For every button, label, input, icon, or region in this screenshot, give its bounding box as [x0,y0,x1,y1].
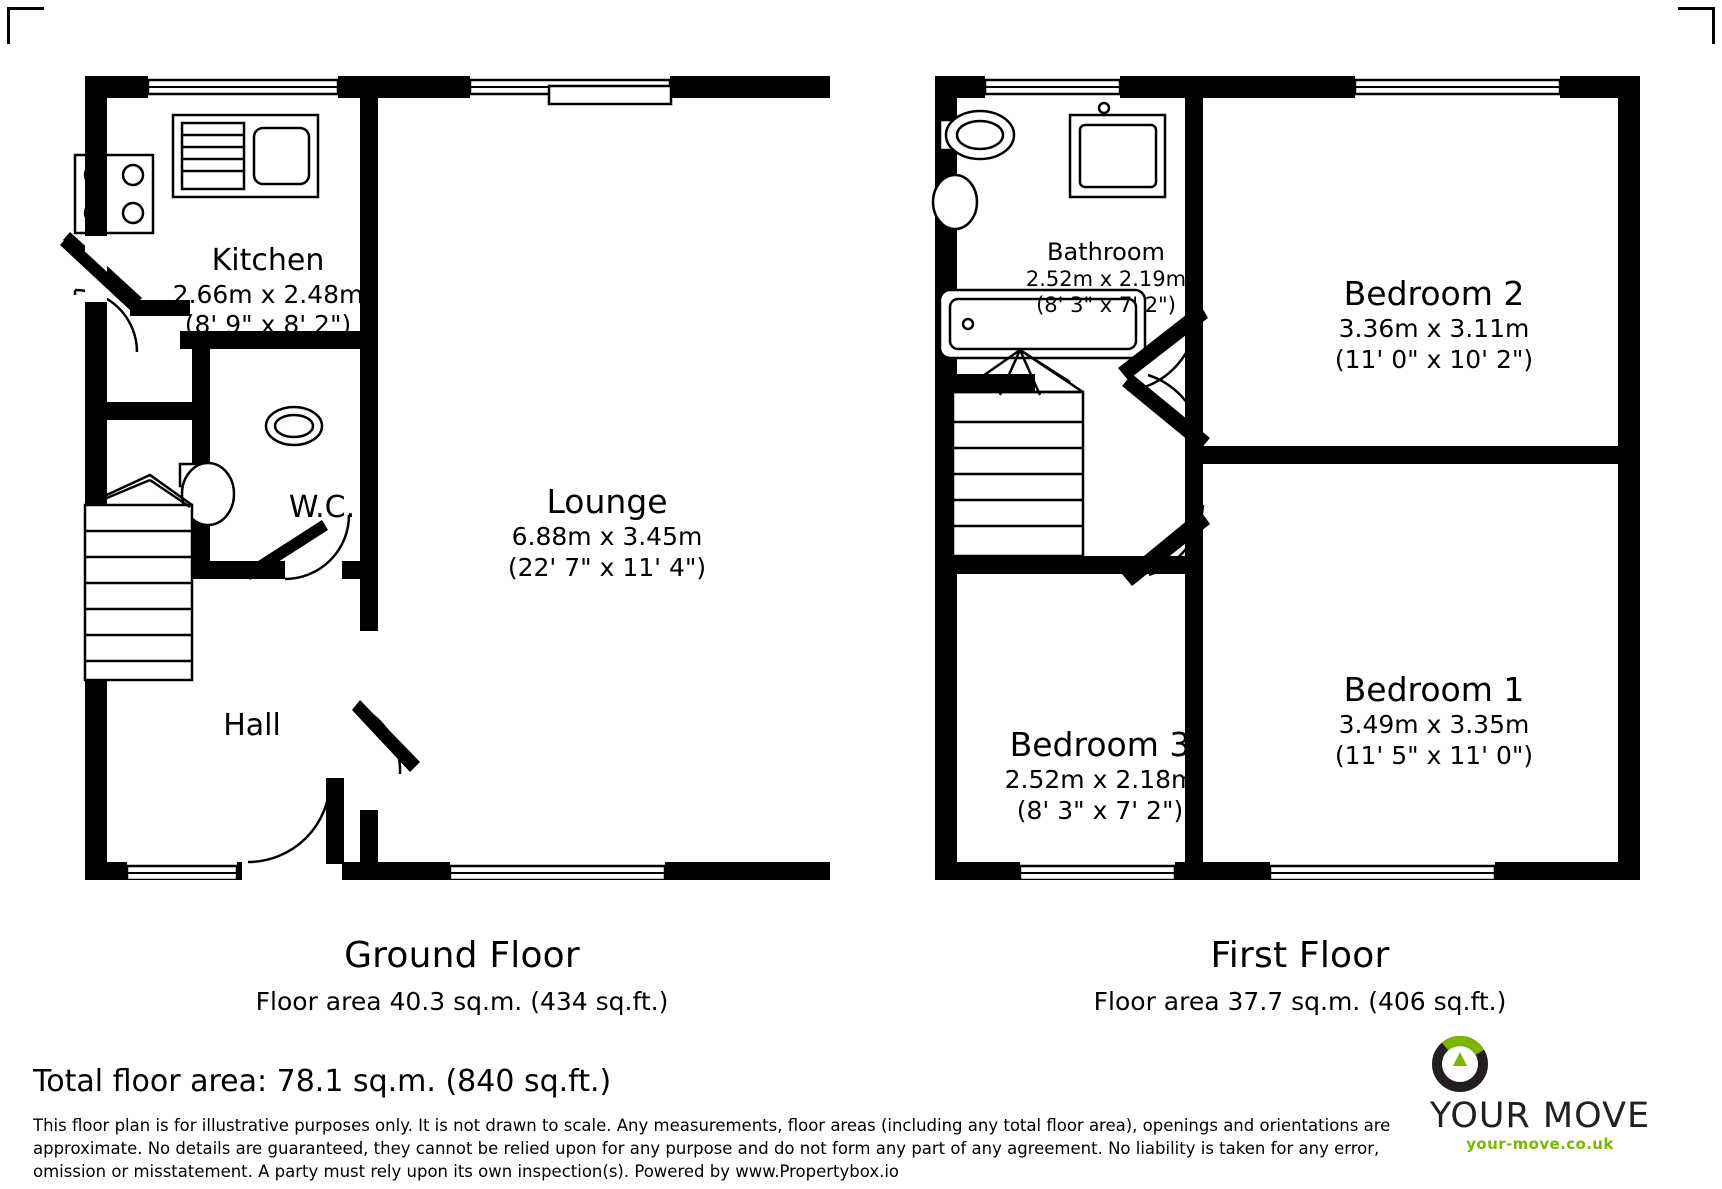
room-label-bedroom-3 [1005,725,1196,826]
room-dimension-metric: 2.66m x 2.48m [172,279,364,309]
first-floor-title-block [1094,935,1507,1016]
logo-website: your-move.co.uk [1466,1135,1614,1153]
floor-area: Floor area 40.3 sq.m. (434 sq.ft.) [255,987,669,1016]
room-dimension-imperial: (11' 5" x 11' 0") [1334,740,1534,770]
floor-title: First Floor [1210,935,1390,976]
room-name: Kitchen [211,243,325,278]
total-floor-area: Total floor area: 78.1 sq.m. (840 sq.ft.) [33,1064,612,1099]
room-label-bathroom [1026,238,1186,318]
room-name: Bedroom 2 [1343,274,1525,313]
room-name: Bedroom 3 [1009,725,1191,764]
disclaimer-text: This floor plan is for illustrative purposes only. It is not drawn to scale. Any measurements, floor areas (including any total floor area), openings and orientations are approximate. No details are guaranteed, they cannot be relied upon for any purpose and do not form any part of any agreement. No liability is taken for any error, omission or misstatement. A party must rely upon its own inspection(s). Powered by www.Propertybox.io [33,1116,1391,1181]
room-dimension-metric: 3.49m x 3.35m [1338,710,1530,740]
room-name: Lounge [546,482,668,521]
room-dimension-imperial: (8' 9" x 8' 2") [184,310,352,340]
room-dimension-imperial: (8' 3" x 7' 2") [1036,292,1176,317]
room-label-lounge [508,482,706,583]
room-name: Bedroom 1 [1343,670,1525,709]
room-name: Bathroom [1047,238,1165,266]
room-label-wc [289,490,355,527]
floor-title: Ground Floor [344,935,580,976]
floor-area: Floor area 37.7 sq.m. (406 sq.ft.) [1093,987,1507,1016]
room-dimension-imperial: (11' 0" x 10' 2") [1334,344,1534,374]
ground-floor-title-block [256,935,669,1016]
room-label-kitchen [173,243,364,341]
room-name: W.C. [288,490,356,525]
ground-floor-plan [30,50,830,880]
crop-mark-top-left [7,7,44,44]
room-dimension-metric: 2.52m x 2.18m [1004,765,1196,795]
room-name: Hall [223,708,281,743]
room-dimension-metric: 6.88m x 3.45m [511,522,703,552]
room-label-bedroom-1 [1335,670,1533,771]
ring-icon [1432,1036,1488,1092]
room-dimension-metric: 2.52m x 2.19m [1025,267,1187,292]
logo-wordmark: YOUR MOVE [1429,1096,1651,1136]
room-dimension-metric: 3.36m x 3.11m [1338,314,1530,344]
crop-mark-top-right [1678,7,1715,44]
room-dimension-imperial: (22' 7" x 11' 4") [507,552,707,582]
your-move-logo [1380,1034,1700,1153]
room-dimension-imperial: (8' 3" x 7' 2") [1016,795,1184,825]
room-label-hall [223,708,281,745]
room-label-bedroom-2 [1335,274,1533,375]
